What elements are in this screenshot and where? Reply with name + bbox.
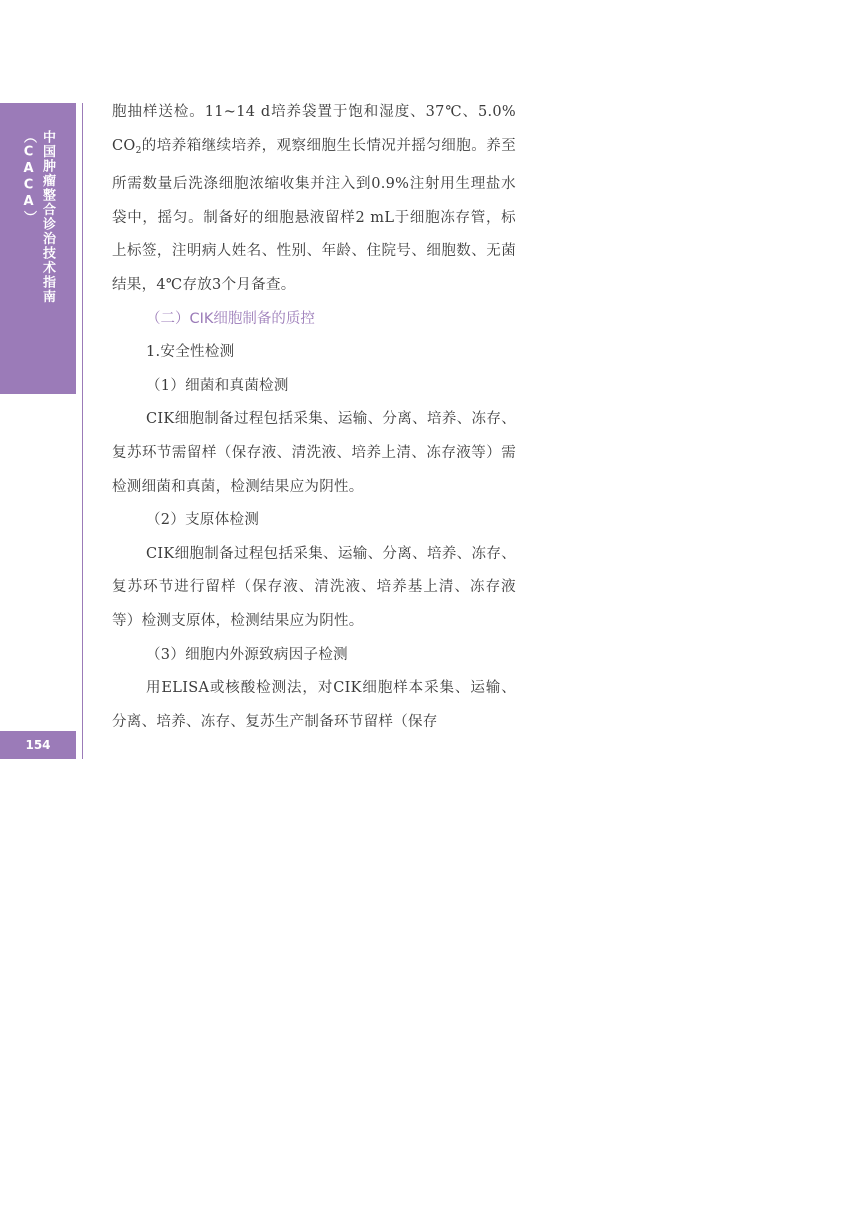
- paragraph: [112, 96, 516, 303]
- paragraph: CIK细胞制备过程包括采集、运输、分离、培养、冻存、复苏环节需留样（保存液、清洗液、培养上清、冻存液等）需检测细菌和真菌，检测结果应为阴性。: [112, 411, 516, 495]
- page-number: 154: [0, 731, 76, 759]
- list-item: （2）支原体检测: [146, 512, 260, 529]
- paragraph: 用ELISA或核酸检测法，对CIK细胞样本采集、运输、分离、培养、冻存、复苏生产制备环节留样（保存: [112, 680, 516, 730]
- body-text: [112, 96, 516, 739]
- paragraph: CIK细胞制备过程包括采集、运输、分离、培养、冻存、复苏环节进行留样（保存液、清洗液、培养基上清、冻存液等）检测支原体，检测结果应为阴性。: [112, 545, 516, 629]
- list-item: （1）细菌和真菌检测: [146, 377, 289, 394]
- para1-part-b: 的培养箱继续培养，观察细胞生长情况并摇匀细胞。养至所需数量后洗涤细胞浓缩收集并注入到0.9%注射用生理盐水袋中，摇匀。制备好的细胞悬液留样2 mL于细胞冻存管，标上标签，注明病人姓名、性别、年龄、住院号、细胞数、无菌结果，4℃存放3个月备查。: [112, 137, 516, 293]
- side-tab-title: 中国肿瘤整合诊治技术指南（CACA）: [21, 130, 55, 304]
- section-heading: （二）CIK细胞制备的质控: [146, 310, 315, 327]
- margin-rule: [82, 103, 83, 759]
- side-chapter-tab: [0, 103, 76, 394]
- para1-part-a: 胞抽样送检。11~14 d培养袋置于饱和湿度、37℃、5.0% CO: [112, 104, 516, 154]
- list-item: （3）细胞内外源致病因子检测: [146, 646, 348, 663]
- subscript: 2: [135, 145, 142, 156]
- list-item: 1.安全性检测: [146, 344, 235, 361]
